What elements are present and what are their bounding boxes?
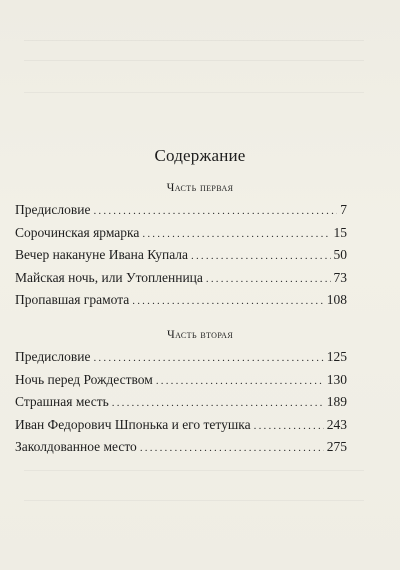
toc-entry[interactable] — [15, 270, 347, 293]
dot-leader — [93, 205, 337, 217]
entry-page-number: 125 — [326, 349, 347, 364]
dot-leader — [93, 352, 323, 364]
dot-leader — [206, 273, 331, 285]
toc-entry[interactable] — [15, 349, 347, 372]
entry-page-number: 73 — [333, 269, 347, 285]
entry-title: Предисловие — [15, 349, 91, 364]
part-one-entries — [15, 202, 347, 315]
entry-title: Сорочинская ярмарка — [15, 224, 140, 240]
dot-leader — [132, 295, 323, 307]
bleed-through-line — [24, 60, 364, 61]
entry-page-number: 275 — [326, 439, 347, 454]
entry-title: Вечер накануне Ивана Купала — [15, 247, 189, 262]
dot-leader — [140, 442, 324, 454]
toc-entry[interactable] — [15, 394, 347, 417]
entry-page-number: 189 — [326, 394, 347, 409]
entry-page-number: 130 — [326, 371, 347, 387]
toc-title: Содержание — [154, 146, 246, 165]
bleed-through-line — [24, 470, 364, 471]
part-one-title: Часть первая — [166, 180, 234, 194]
toc-entry[interactable] — [15, 292, 347, 315]
toc-entry[interactable] — [15, 247, 347, 270]
entry-title: Пропавшая грамота — [15, 292, 130, 307]
toc-entry[interactable] — [15, 439, 347, 462]
dot-leader — [254, 420, 324, 432]
entry-title: Страшная месть — [15, 394, 109, 409]
bleed-through-line — [24, 92, 364, 93]
entry-page-number: 50 — [333, 247, 347, 262]
toc-entry[interactable] — [15, 372, 347, 395]
bleed-through-line — [24, 500, 364, 501]
entry-page-number: 108 — [326, 292, 347, 307]
entry-title: Заколдованное место — [15, 439, 137, 454]
entry-title: Предисловие — [15, 202, 91, 217]
toc-entry[interactable] — [15, 417, 347, 440]
entry-page-number: 15 — [333, 224, 347, 240]
dot-leader — [191, 250, 330, 262]
entry-title: Ночь перед Рождеством — [15, 371, 153, 387]
entry-title: Майская ночь, или Утопленница — [15, 269, 203, 285]
toc-entry[interactable] — [15, 225, 347, 248]
entry-page-number: 7 — [340, 202, 347, 217]
dot-leader — [156, 375, 324, 387]
part-two-entries — [15, 349, 347, 462]
dot-leader — [142, 228, 330, 240]
dot-leader — [112, 397, 324, 409]
entry-title: Иван Федорович Шпонька и его тетушка — [15, 416, 251, 432]
entry-page-number: 243 — [326, 416, 347, 432]
toc-entry[interactable] — [15, 202, 347, 225]
part-two-title: Часть вторая — [166, 327, 234, 341]
bleed-through-line — [24, 40, 364, 41]
